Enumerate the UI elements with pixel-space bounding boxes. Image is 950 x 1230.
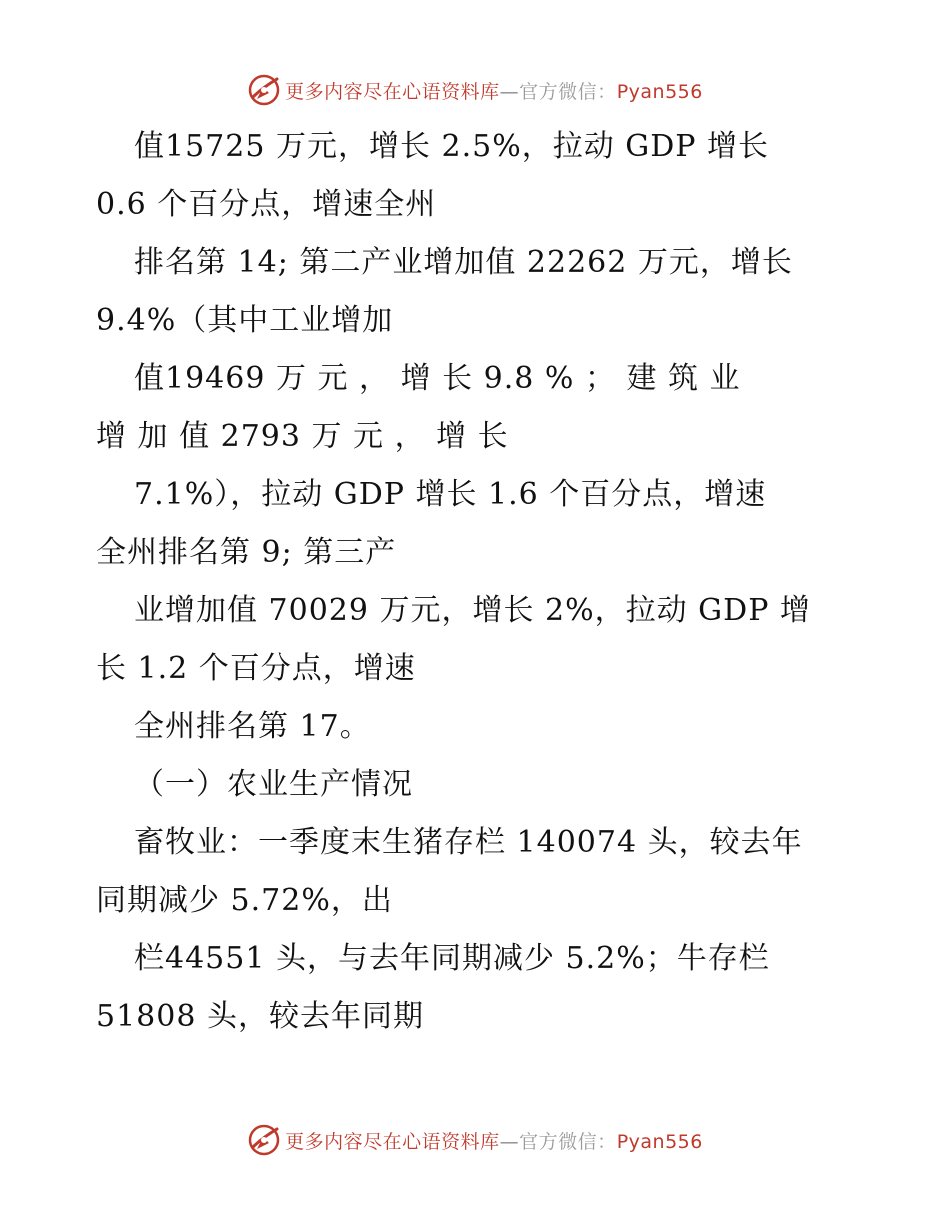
section-heading: （一）农业生产情况 xyxy=(134,767,413,802)
text-line: 长 1.2 个百分点，增速 xyxy=(96,651,416,686)
watermark-wechat-label: 官方微信： xyxy=(519,80,617,103)
text-line: 畜牧业：一季度末生猪存栏 140074 头，较去年 xyxy=(134,825,803,860)
text-line: 排名第 14; 第二产业增加值 22262 万元，增长 xyxy=(134,245,793,280)
watermark-wechat-id: Pyan556 xyxy=(616,80,703,103)
text-line: 增 加 值 2793 万 元 ， 增 长 xyxy=(96,419,509,454)
text-line: 值15725 万元，增长 2.5%，拉动 GDP 增长 xyxy=(134,129,769,164)
text-line: 值19469 万 元 ， 增 长 9.8 % ； 建 筑 业 xyxy=(134,361,741,396)
text-line: 同期减少 5.72%，出 xyxy=(96,883,393,918)
text-line: 7.1%），拉动 GDP 增长 1.6 个百分点，增速 xyxy=(134,477,767,512)
footer-watermark xyxy=(0,1120,950,1160)
watermark-site-text: 更多内容尽在心语资料库 xyxy=(285,80,500,103)
text-line: 全州排名第 9; 第三产 xyxy=(96,535,397,570)
text-line: 0.6 个百分点，增速全州 xyxy=(96,187,437,222)
document-body xyxy=(96,118,856,1046)
text-line: 业增加值 70029 万元，增长 2%，拉动 GDP 增 xyxy=(134,593,811,628)
text-line: 全州排名第 17。 xyxy=(134,709,371,744)
pen-seal-icon xyxy=(247,73,281,107)
watermark-site-text: 更多内容尽在心语资料库 xyxy=(285,1130,500,1153)
text-line: 栏44551 头，与去年同期减少 5.2%；牛存栏 xyxy=(134,941,770,976)
watermark-separator: — xyxy=(499,1130,520,1153)
text-line: 9.4%（其中工业增加 xyxy=(96,303,394,338)
watermark-wechat-id: Pyan556 xyxy=(616,1130,703,1153)
text-line: 51808 头，较去年同期 xyxy=(96,999,424,1034)
pen-seal-icon xyxy=(247,1123,281,1157)
watermark-wechat-label: 官方微信： xyxy=(519,1130,617,1153)
watermark-separator: — xyxy=(499,80,520,103)
header-watermark xyxy=(0,70,950,110)
